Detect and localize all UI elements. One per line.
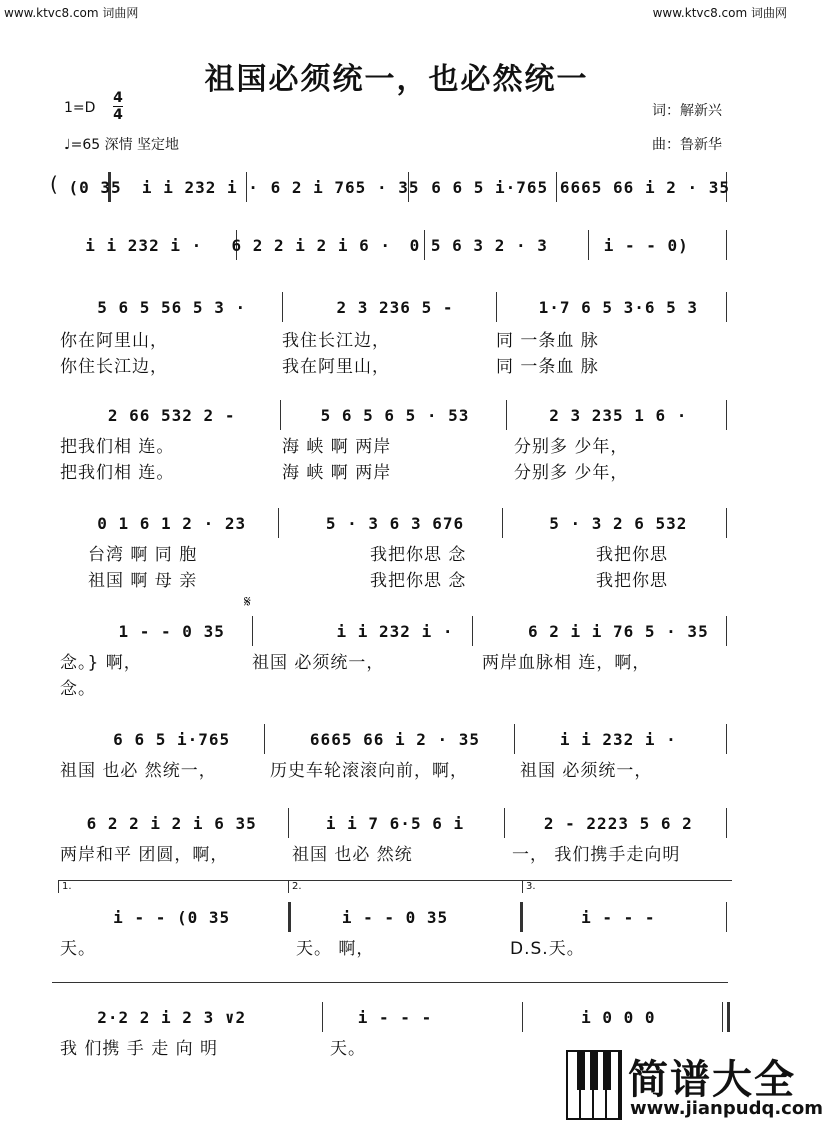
measure: 5 · 3 2 6 532	[549, 514, 688, 533]
lyric-phrase: 祖国 也必 然统一，	[60, 761, 217, 781]
staff-row-5	[60, 506, 730, 538]
measure: i - - (0 35	[113, 908, 231, 927]
measure: 2 3 236 5 -	[336, 298, 454, 317]
lyrics-verse-1-row-4	[60, 432, 730, 457]
lyric-phrase: 我把你思	[596, 545, 668, 565]
lyric-phrase: 把我们相 连。	[60, 463, 175, 483]
lyric-phrase: 天。	[60, 939, 96, 959]
lyric-phrase: 台湾 啊 同 胞	[88, 545, 198, 565]
volta-1: 1.	[58, 880, 288, 893]
time-signature-bottom: 4	[113, 107, 123, 123]
measure: (0 35	[68, 178, 122, 197]
measure: 6 2 2 i 2 i 6 35	[86, 814, 257, 833]
lyric-phrase: 祖国 必须统一，	[520, 761, 653, 781]
lyrics-row-8	[60, 840, 730, 865]
volta-2: 2.	[288, 880, 522, 893]
lyrics-verse-2-row-5	[60, 566, 730, 591]
volta-3: 3.	[522, 880, 732, 893]
lyric-phrase: 两岸血脉相 连，啊，	[482, 653, 651, 673]
measure: i i 232 i ·	[336, 622, 454, 641]
lyrics-row-9	[60, 934, 730, 959]
song-title: 祖国必须统一，也必然统一	[204, 62, 589, 97]
lyrics-row-7	[60, 756, 730, 781]
measure: i i 232 i ·	[141, 178, 259, 197]
lyrics-verse-2-row-6	[60, 674, 730, 699]
measure: i - - -	[581, 908, 656, 927]
lyric-phrase: 祖国 也必 然统	[292, 845, 413, 865]
measure: i - - 0)	[603, 236, 689, 255]
lyric-phrase: D.S.天。	[510, 939, 585, 959]
measure: 6 2 i 765 · 35	[270, 178, 420, 197]
time-signature-top: 4	[113, 90, 123, 106]
lyrics-row-6	[60, 648, 730, 673]
lyric-phrase: 天。 啊，	[296, 939, 375, 959]
measure: 2 66 532 2 -	[107, 406, 236, 425]
lyric-phrase: 我 们携 手 走 向 明	[60, 1039, 219, 1059]
lyric-phrase: 我在阿里山，	[282, 357, 390, 377]
quarter-note-icon: ♩	[64, 137, 71, 153]
composer: 曲：鲁新华	[652, 137, 722, 153]
measure: 6665 66 i 2 · 35	[309, 730, 481, 749]
measure: 2·2 2 i 2 3 ∨2	[97, 1008, 247, 1027]
lyric-phrase: 念。} 啊，	[60, 653, 142, 673]
lyric-phrase: 一， 我们携手走向明	[512, 845, 681, 865]
logo-url: www.jianpudq.com	[630, 1098, 823, 1119]
staff-row-3	[60, 290, 730, 322]
lyric-phrase: 我把你思 念	[370, 571, 467, 591]
measure: 2 3 235 1 6 ·	[549, 406, 688, 425]
measure: 5 · 3 6 3 676	[325, 514, 465, 533]
segno-icon: 𝄋	[244, 592, 251, 611]
lyricist: 词：解新兴	[652, 103, 722, 119]
lyric-phrase: 念。	[60, 679, 96, 699]
staff-row-10	[60, 1000, 730, 1032]
measure: 5 6 5 56 5 3 ·	[97, 298, 247, 317]
lyric-phrase: 我把你思	[596, 571, 668, 591]
measure: i - - 0 35	[341, 908, 449, 927]
measure: 6 2 i i 76 5 · 35	[527, 622, 709, 641]
measure: i i 232 i ·	[559, 730, 677, 749]
lyrics-verse-2-row-4	[60, 458, 730, 483]
measure: 0 5 6 3 2 · 3	[409, 236, 548, 255]
lyrics-verse-1-row-3	[60, 326, 730, 351]
lyric-phrase: 分别多 少年，	[514, 463, 629, 483]
staff-row-2	[60, 228, 730, 260]
lyric-phrase: 祖国 啊 母 亲	[88, 571, 198, 591]
staff-row-1	[60, 170, 730, 202]
lyric-phrase: 我住长江边，	[282, 331, 390, 351]
lyric-phrase: 把我们相 连。	[60, 437, 175, 457]
lyric-phrase: 海 峡 啊 两岸	[282, 463, 392, 483]
measure: i i 7 6·5 6 i	[325, 814, 465, 833]
open-paren: (	[50, 172, 58, 196]
measure: 1·7 6 5 3·6 5 3	[538, 298, 699, 317]
lyric-phrase: 同 一条血 脉	[496, 331, 599, 351]
staff-row-4	[60, 398, 730, 430]
logo-title: 简谱大全	[628, 1057, 796, 1103]
lyric-phrase: 天。	[330, 1039, 366, 1059]
staff-row-6	[60, 614, 730, 646]
measure: 6 6 5 i·765	[113, 730, 231, 749]
lyric-phrase: 同 一条血 脉	[496, 357, 599, 377]
staff-row-7	[60, 722, 730, 754]
measure: 6 6 5 i·765	[431, 178, 549, 197]
key-signature: 1=D	[64, 100, 96, 116]
section-rule	[52, 982, 728, 983]
measure: i - - -	[357, 1008, 433, 1027]
lyric-phrase: 分别多 少年，	[514, 437, 629, 457]
piano-keys-icon	[566, 1050, 622, 1120]
lyrics-verse-2-row-3	[60, 352, 730, 377]
measure: 6665 66 i 2 · 35	[559, 178, 730, 197]
lyric-phrase: 我把你思 念	[370, 545, 467, 565]
tempo-marking	[64, 134, 179, 154]
measure: 6 2 2 i 2 i 6 ·	[231, 236, 391, 255]
measure: 2 - 2223 5 6 2	[543, 814, 693, 833]
measure: 1 - - 0 35	[118, 622, 225, 641]
lyric-phrase: 海 峡 啊 两岸	[282, 437, 392, 457]
lyric-phrase: 祖国 必须统一，	[252, 653, 385, 673]
measure: i 0 0 0	[581, 1008, 656, 1027]
lyric-phrase: 两岸和平 团圆，啊，	[60, 845, 229, 865]
site-watermark-left: www.ktvc8.com 词曲网	[4, 6, 139, 20]
measure: i i 232 i ·	[85, 236, 203, 255]
tempo-text: =65 深情 坚定地	[70, 137, 180, 153]
staff-row-9	[60, 900, 730, 932]
measure: 5 6 5 6 5 · 53	[320, 406, 470, 425]
site-logo	[566, 1048, 823, 1120]
lyric-phrase: 历史车轮滚滚向前，啊，	[270, 761, 468, 781]
lyric-phrase: 你住长江边，	[60, 357, 168, 377]
site-watermark-right: www.ktvc8.com 词曲网	[652, 6, 787, 20]
lyrics-verse-1-row-5	[60, 540, 730, 565]
time-signature	[113, 90, 123, 123]
lyric-phrase: 你在阿里山，	[60, 331, 168, 351]
measure: 0 1 6 1 2 · 23	[97, 514, 247, 533]
staff-row-8	[60, 806, 730, 838]
